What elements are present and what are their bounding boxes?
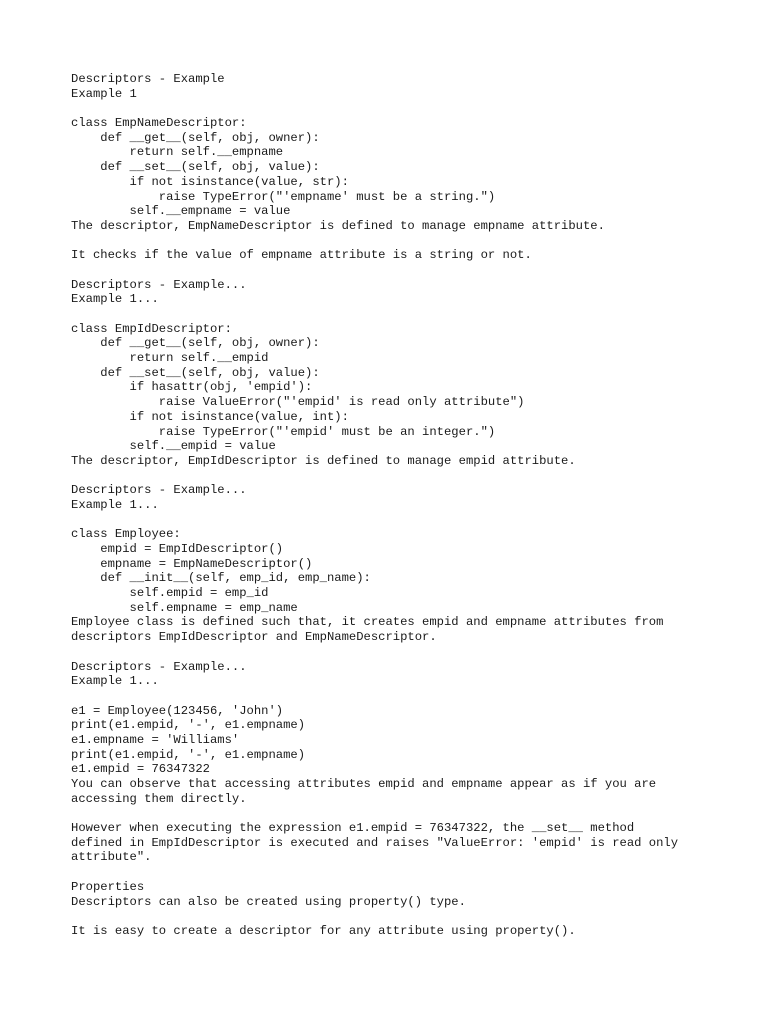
- text-line: print(e1.empid, '-', e1.empname): [71, 718, 306, 733]
- text-line: empid = EmpIdDescriptor(): [71, 542, 284, 556]
- text-line: if not isinstance(value, str):: [71, 174, 349, 189]
- text-line: class Employee:: [71, 527, 181, 542]
- text-line: attribute".: [71, 850, 152, 865]
- text-line: Properties: [71, 879, 145, 894]
- text-line: print(e1.empid, '-', e1.empname): [71, 747, 306, 762]
- text-line: However when executing the expression e1.empid = 76347322, the __set__ method: [71, 821, 635, 836]
- text-line: Descriptors can also be created using property() type.: [71, 894, 466, 909]
- text-line: def __set__(self, obj, value):: [71, 365, 320, 380]
- blank-line: [71, 909, 751, 924]
- text-line: e1.empid = 76347322: [71, 762, 210, 777]
- blank-line: [71, 513, 751, 528]
- text-line: def __init__(self, emp_id, emp_name):: [71, 571, 371, 586]
- text-line: raise TypeError("'empid' must be an integer."): [71, 424, 496, 439]
- text-line: class EmpIdDescriptor:: [71, 321, 232, 336]
- text-line: if not isinstance(value, int):: [71, 409, 349, 424]
- text-line: The descriptor, EmpIdDescriptor is defined to manage empid attribute.: [71, 453, 576, 468]
- text-line: Descriptors - Example...: [71, 659, 247, 674]
- text-line: raise TypeError("'empname' must be a string."): [71, 189, 496, 204]
- text-line: return self.__empid: [71, 351, 269, 366]
- text-line: descriptors EmpIdDescriptor and EmpNameDescriptor.: [71, 630, 437, 645]
- text-line: Descriptors - Example...: [71, 483, 247, 498]
- text-line: class EmpNameDescriptor:: [71, 116, 247, 131]
- text-line: Employee class is defined such that, it creates empid and empname attributes from: [71, 615, 664, 630]
- blank-line: [71, 645, 751, 660]
- text-line: Example 1...: [71, 497, 159, 512]
- text-line: e1.empname = 'Williams': [71, 732, 240, 747]
- text-line: self.__empid = value: [71, 439, 276, 454]
- text-line: Descriptors - Example...: [71, 277, 247, 292]
- text-line: It checks if the value of empname attribute is a string or not.: [71, 248, 532, 263]
- text-line: raise ValueError("'empid' is read only attribute"): [71, 395, 525, 410]
- text-line: e1 = Employee(123456, 'John'): [71, 703, 284, 718]
- text-line: self.empid = emp_id: [71, 586, 269, 601]
- blank-line: [71, 101, 751, 116]
- blank-line: [71, 469, 751, 484]
- blank-line: [71, 806, 751, 821]
- text-line: accessing them directly.: [71, 791, 247, 806]
- blank-line: [71, 263, 751, 278]
- document-page: [71, 72, 751, 939]
- text-line: You can observe that accessing attributes empid and empname appear as if you are: [71, 777, 657, 791]
- text-line: Example 1...: [71, 674, 159, 689]
- text-line: Example 1: [71, 86, 137, 101]
- text-line: if hasattr(obj, 'empid'):: [71, 380, 313, 395]
- text-line: self.empname = emp_name: [71, 600, 298, 615]
- text-line: defined in EmpIdDescriptor is executed and raises "ValueError: 'empid' is read only: [71, 835, 679, 850]
- text-line: It is easy to create a descriptor for any attribute using property().: [71, 923, 576, 938]
- text-line: return self.__empname: [71, 145, 284, 160]
- text-line: Example 1...: [71, 292, 159, 307]
- text-line: The descriptor, EmpNameDescriptor is defined to manage empname attribute.: [71, 218, 605, 233]
- blank-line: [71, 234, 751, 249]
- blank-line: [71, 865, 751, 880]
- text-line: def __set__(self, obj, value):: [71, 160, 320, 175]
- text-line: Descriptors - Example: [71, 72, 225, 86]
- blank-line: [71, 689, 751, 704]
- text-line: self.__empname = value: [71, 204, 291, 219]
- text-line: def __get__(self, obj, owner):: [71, 130, 320, 145]
- blank-line: [71, 307, 751, 322]
- text-line: empname = EmpNameDescriptor(): [71, 556, 313, 571]
- text-line: def __get__(self, obj, owner):: [71, 336, 320, 351]
